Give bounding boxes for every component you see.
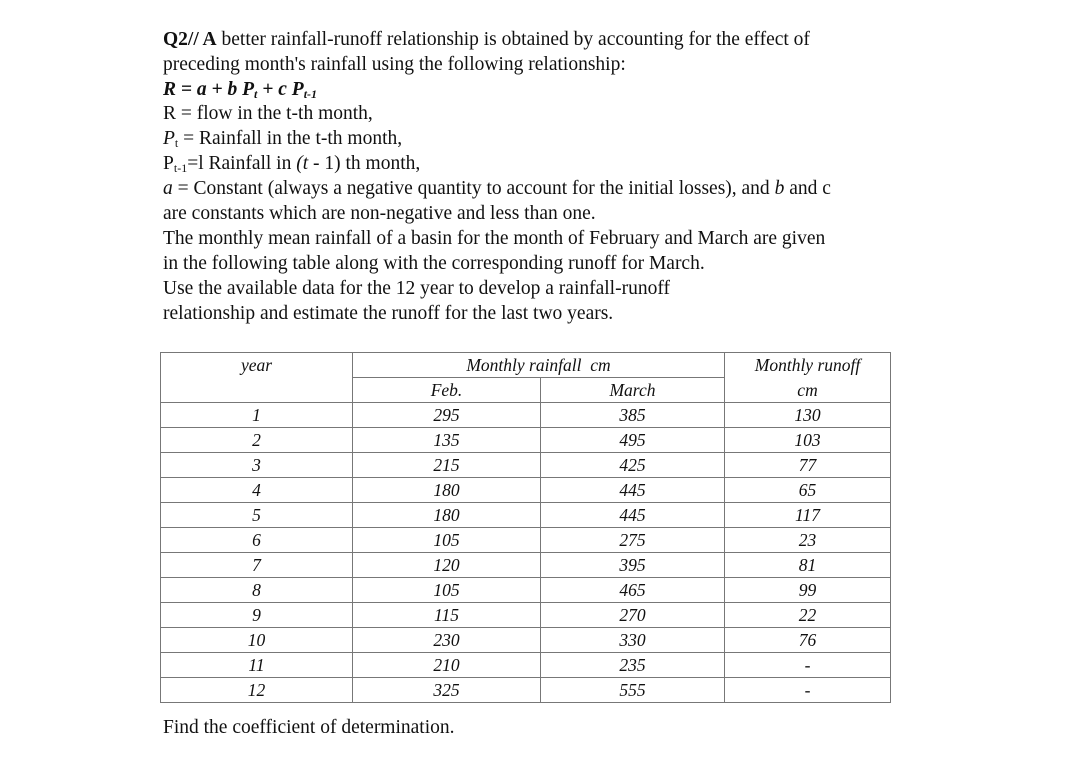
year-cell: 1 <box>161 403 353 428</box>
definition-pt-1 <box>163 153 420 175</box>
text: and c <box>784 178 831 199</box>
question-line-9: The monthly mean rainfall of a basin for the month of February and March are given <box>163 228 826 249</box>
table-row <box>161 578 891 603</box>
year-cell: 7 <box>161 553 353 578</box>
feb-cell: 135 <box>353 428 541 453</box>
table-row <box>161 503 891 528</box>
runoff-cell: 81 <box>725 553 891 578</box>
feb-cell: 120 <box>353 553 541 578</box>
table-row <box>161 603 891 628</box>
year-cell: 8 <box>161 578 353 603</box>
feb-cell: 295 <box>353 403 541 428</box>
year-cell: 4 <box>161 478 353 503</box>
table-row <box>161 453 891 478</box>
question-line-10: in the following table along with the corresponding runoff for March. <box>163 253 705 274</box>
table-subheader-row <box>161 378 891 403</box>
runoff-cell: 76 <box>725 628 891 653</box>
march-cell: 465 <box>541 578 725 603</box>
march-cell: 235 <box>541 653 725 678</box>
year-cell: 10 <box>161 628 353 653</box>
table-row <box>161 403 891 428</box>
symbol: P <box>163 153 174 174</box>
runoff-cell: - <box>725 653 891 678</box>
formula-part: R = a + b P <box>163 79 255 100</box>
question-line-1 <box>163 29 810 51</box>
symbol: b <box>774 178 785 199</box>
table-row <box>161 428 891 453</box>
feb-cell: 230 <box>353 628 541 653</box>
footer-question: Find the coefficient of determination. <box>163 717 455 738</box>
runoff-cell: - <box>725 678 891 703</box>
symbol: P <box>163 128 175 149</box>
march-cell: 425 <box>541 453 725 478</box>
year-cell: 5 <box>161 503 353 528</box>
text: better rainfall-runoff relationship is obtained by accounting for the effect of <box>216 29 810 50</box>
march-cell: 275 <box>541 528 725 553</box>
feb-cell: 215 <box>353 453 541 478</box>
subscript: t <box>174 136 179 150</box>
header-runoff: Monthly runoff <box>725 353 891 378</box>
question-line-12: relationship and estimate the runoff for the last two years. <box>163 303 614 324</box>
header-march: March <box>541 378 725 403</box>
feb-cell: 115 <box>353 603 541 628</box>
question-label: Q2// A <box>163 29 217 50</box>
formula <box>163 79 317 101</box>
runoff-cell: 117 <box>725 503 891 528</box>
table-row <box>161 478 891 503</box>
year-cell: 11 <box>161 653 353 678</box>
question-line-8: are constants which are non-negative and less than one. <box>163 203 596 224</box>
march-cell: 555 <box>541 678 725 703</box>
year-cell: 3 <box>161 453 353 478</box>
feb-cell: 210 <box>353 653 541 678</box>
runoff-cell: 77 <box>725 453 891 478</box>
march-cell: 270 <box>541 603 725 628</box>
text: =l Rainfall in <box>187 153 297 174</box>
text: = Constant (always a negative quantity to account for the initial losses), and <box>172 178 775 199</box>
march-cell: 385 <box>541 403 725 428</box>
definition-pt <box>163 128 402 150</box>
symbol: a <box>163 178 173 199</box>
question-line-2: preceding month's rainfall using the following relationship: <box>163 54 626 75</box>
table-row <box>161 528 891 553</box>
feb-cell: 105 <box>353 578 541 603</box>
text: - 1) th month, <box>308 153 421 174</box>
feb-cell: 325 <box>353 678 541 703</box>
year-cell: 12 <box>161 678 353 703</box>
runoff-cell: 99 <box>725 578 891 603</box>
table-header-row <box>161 353 891 378</box>
runoff-cell: 23 <box>725 528 891 553</box>
runoff-cell: 130 <box>725 403 891 428</box>
runoff-cell: 103 <box>725 428 891 453</box>
definition-a <box>163 178 831 200</box>
header-year: year <box>161 353 353 378</box>
question-line-11: Use the available data for the 12 year to develop a rainfall-runoff <box>163 278 670 299</box>
formula-part: + c P <box>257 79 304 100</box>
definition-r: R = flow in the t-th month, <box>163 103 373 124</box>
march-cell: 445 <box>541 478 725 503</box>
header-rainfall: Monthly rainfall cm <box>353 353 725 378</box>
table-row <box>161 553 891 578</box>
table-row <box>161 678 891 703</box>
header-year-empty <box>161 378 353 403</box>
feb-cell: 180 <box>353 503 541 528</box>
march-cell: 445 <box>541 503 725 528</box>
text: = Rainfall in the t-th month, <box>178 128 403 149</box>
subscript: t-1 <box>173 161 188 175</box>
year-cell: 9 <box>161 603 353 628</box>
feb-cell: 105 <box>353 528 541 553</box>
year-cell: 6 <box>161 528 353 553</box>
table-row <box>161 653 891 678</box>
table-row <box>161 628 891 653</box>
rainfall-runoff-table <box>160 352 891 703</box>
march-cell: 330 <box>541 628 725 653</box>
header-runoff-unit: cm <box>725 378 891 403</box>
year-cell: 2 <box>161 428 353 453</box>
runoff-cell: 65 <box>725 478 891 503</box>
subscript: t <box>254 87 258 101</box>
runoff-cell: 22 <box>725 603 891 628</box>
subscript: t-1 <box>303 87 318 101</box>
feb-cell: 180 <box>353 478 541 503</box>
march-cell: 495 <box>541 428 725 453</box>
header-feb: Feb. <box>353 378 541 403</box>
march-cell: 395 <box>541 553 725 578</box>
symbol: (t <box>296 153 309 174</box>
